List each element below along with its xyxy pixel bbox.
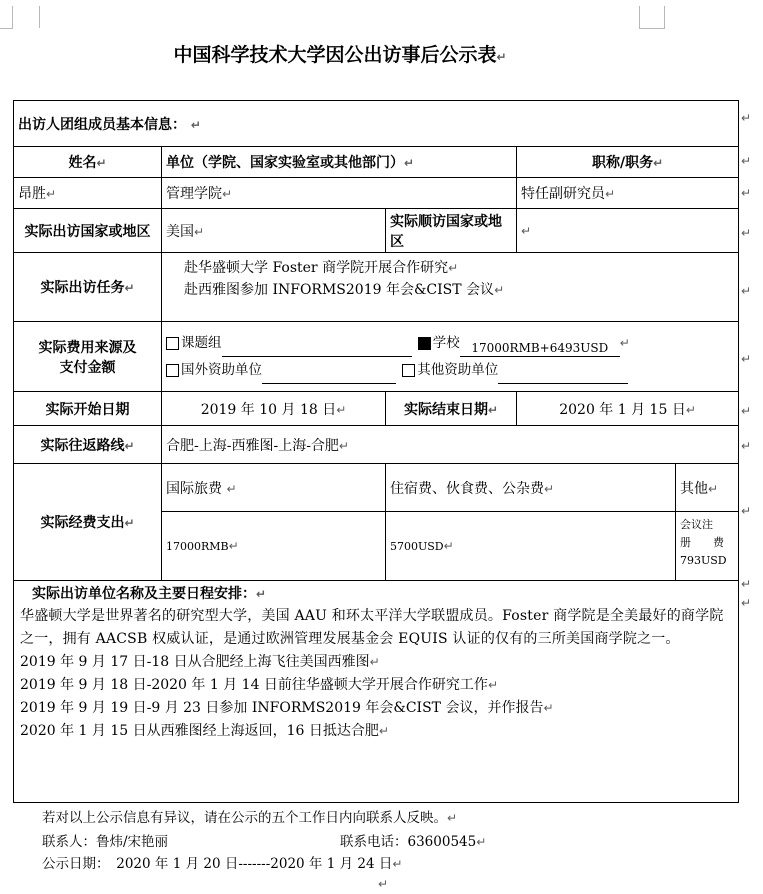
paragraph-mark: ↵ — [741, 154, 752, 168]
footer-phone: 联系电话：63600545↵ — [340, 834, 487, 850]
paragraph-mark: ↵ — [741, 352, 752, 366]
mission-value: 赴华盛顿大学 Foster 商学院开展合作研究↵ 赴西雅图参加 INFORMS2019 年会&CIST 会议↵ — [162, 253, 739, 322]
paragraph-mark: ↵ — [741, 439, 752, 453]
visit-country-label: 实际出访国家或地区 — [14, 209, 162, 253]
paragraph-mark: ↵ — [741, 186, 752, 200]
list-item: 2019 年 9 月 18 日-2020 年 1 月 14 日前往华盛顿大学开展合作研究工作↵ — [20, 677, 498, 693]
header-unit: 单位（学院、国家实验室或其他部门）↵ — [162, 147, 517, 178]
lodging-value: 5700USD↵ — [386, 512, 676, 581]
header-name: 姓名↵ — [14, 147, 162, 178]
school-amount: 17000RMB+6493USD — [460, 341, 620, 357]
footer-note: 若对以上公示信息有异议，请在公示的五个工作日内向联系人反映。↵ — [42, 810, 458, 826]
disclosure-form — [13, 100, 739, 803]
list-item: 2019 年 9 月 17 日-18 日从合肥经上海飞往美国西雅图↵ — [20, 654, 380, 670]
checkbox-foreign-sponsor[interactable] — [166, 364, 179, 377]
paragraph-mark: ↵ — [741, 226, 752, 240]
checkbox-school[interactable] — [418, 337, 431, 350]
mission-label: 实际出访任务↵ — [14, 253, 162, 322]
paragraph-mark: ↵ — [378, 877, 389, 891]
intl-travel-header: 国际旅费 ↵ — [162, 464, 386, 512]
crop-mark — [664, 6, 665, 28]
crop-mark — [639, 6, 640, 28]
expenses-label: 实际经费支出↵ — [14, 464, 162, 581]
footer-period: 公示日期： 2020 年 1 月 20 日-------2020 年 1 月 24 日↵ — [42, 856, 403, 872]
checkbox-other-sponsor[interactable] — [402, 364, 415, 377]
intl-travel-value: 17000RMB↵ — [162, 512, 386, 581]
start-date-value: 2019 年 10 月 18 日↵ — [162, 392, 386, 426]
lodging-header: 住宿费、伙食费、公杂费↵ — [386, 464, 676, 512]
schedule-heading: 实际出访单位名称及主要日程安排： — [32, 586, 256, 602]
funding-label: 实际费用来源及 支付金额 — [14, 322, 162, 392]
other-value: 会议注 册 费 793USD — [676, 512, 739, 581]
mission-line: 赴西雅图参加 INFORMS2019 年会&CIST 会议 — [184, 282, 495, 298]
transit-country-value: ↵ — [517, 209, 739, 253]
crop-mark — [39, 6, 40, 28]
paragraph-mark: ↵ — [741, 504, 752, 518]
paragraph-mark: ↵ — [741, 111, 752, 125]
list-item: 2019 年 9 月 19 日-9 月 23 日参加 INFORMS2019 年会&CIST 会议，并作报告↵ — [20, 700, 554, 716]
end-date-label: 实际结束日期↵ — [386, 392, 517, 426]
member-name: 昂胜↵ — [14, 178, 162, 209]
paragraph-mark: ↵ — [741, 596, 752, 610]
page-title: 中国科学技术大学因公出访事后公示表↵ — [173, 44, 507, 66]
schedule-section: 实际出访单位名称及主要日程安排：↵ 华盛顿大学是世界著名的研究型大学，美国 AAU 和环太平洋大学联盟成员。Foster 商学院是全美最好的商学院之一，拥有 AACSB 权威认证，是通过欧洲管理发展基金会 EQUIS 认证的仅有的三所美国商学院之一。 2019 年 9 月 17 日-18 日从合肥经上海飞往美国西雅图↵ 2019 年 9 月 18 日-2020 年 1 月 14 日前往华盛顿大学开展合作研究工作↵ 2019 年 9 月 19 日-9 月 23 日参加 INFORMS2019 年会&CIST 会议，并作报告↵ 2020 年 1 月 15 日从西雅图经上海返回，16 日抵达合肥↵ — [14, 581, 739, 803]
table-row — [14, 178, 739, 209]
route-value: 合肥-上海-西雅图-上海-合肥↵ — [162, 426, 739, 464]
checkbox-research-group[interactable] — [166, 337, 179, 350]
mission-line: 赴华盛顿大学 Foster 商学院开展合作研究 — [184, 260, 449, 276]
crop-mark — [0, 28, 13, 29]
member-title: 特任副研究员↵ — [517, 178, 739, 209]
other-header: 其他↵ — [676, 464, 739, 512]
section-header: 出访人团组成员基本信息： ↵ — [14, 101, 739, 147]
crop-mark — [639, 28, 665, 29]
schedule-paragraph: 华盛顿大学是世界著名的研究型大学，美国 AAU 和环太平洋大学联盟成员。Foster 商学院是全美最好的商学院之一，拥有 AACSB 权威认证，是通过欧洲管理发展基金会 EQUIS 认证的仅有的三所美国商学院之一。 — [20, 608, 724, 647]
transit-country-label: 实际顺访国家或地区 — [386, 209, 517, 253]
header-title: 职称/职务↵ — [517, 147, 739, 178]
route-label: 实际往返路线↵ — [14, 426, 162, 464]
start-date-label: 实际开始日期 — [14, 392, 162, 426]
funding-options: 课题组 学校 17000RMB+6493USD ↵ 国外资助单位 其他资助单位 — [162, 322, 739, 392]
paragraph-mark: ↵ — [741, 404, 752, 418]
crop-mark — [12, 6, 13, 28]
end-date-value: 2020 年 1 月 15 日↵ — [517, 392, 739, 426]
member-unit: 管理学院↵ — [162, 178, 517, 209]
paragraph-mark: ↵ — [741, 577, 752, 591]
footer-contact: 联系人：鲁炜/宋艳丽 — [42, 834, 169, 850]
list-item: 2020 年 1 月 15 日从西雅图经上海返回，16 日抵达合肥↵ — [20, 723, 389, 739]
visit-country-value: 美国↵ — [162, 209, 386, 253]
paragraph-mark: ↵ — [741, 284, 752, 298]
